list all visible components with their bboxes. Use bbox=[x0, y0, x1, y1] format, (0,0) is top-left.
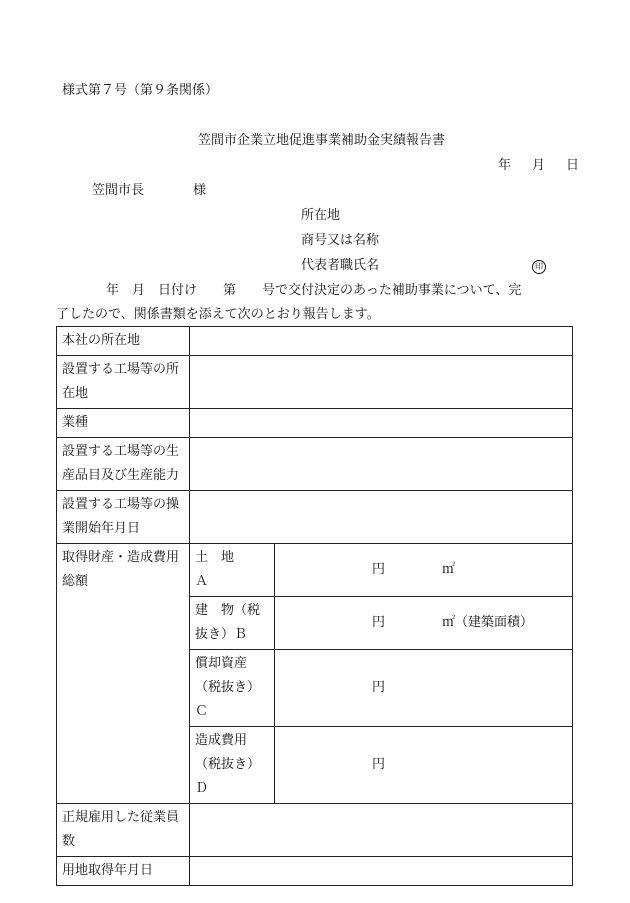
table-row bbox=[57, 491, 573, 544]
area-unit: ㎡ bbox=[442, 562, 456, 577]
head-office-value bbox=[190, 327, 573, 356]
date-line: 年 月 日 bbox=[498, 158, 584, 173]
applicant-address-label: 所在地 bbox=[301, 208, 341, 223]
yen-unit: 円 bbox=[372, 615, 386, 630]
body-text-line-2: 了したので、関係書類を添えて次のとおり報告します。 bbox=[56, 307, 380, 322]
cost-amount-depreciable-assets bbox=[275, 650, 573, 727]
table-row bbox=[57, 356, 573, 409]
table-row bbox=[57, 544, 573, 597]
employees-value bbox=[190, 804, 573, 857]
land-date-value bbox=[190, 857, 573, 886]
report-table bbox=[56, 326, 573, 886]
row-label-land-date: 用地取得年月日 bbox=[57, 857, 190, 886]
start-date-value bbox=[190, 491, 573, 544]
addressee-suffix: 様 bbox=[193, 183, 207, 198]
cost-label-construction: 造成費用（税抜き）Ｄ bbox=[190, 727, 275, 804]
applicant-name-label: 商号又は名称 bbox=[301, 233, 380, 248]
row-label-head-office: 本社の所在地 bbox=[57, 327, 190, 356]
yen-unit: 円 bbox=[372, 562, 386, 577]
products-value bbox=[190, 438, 573, 491]
row-label-factory-location: 設置する工場等の所在地 bbox=[57, 356, 190, 409]
document-title: 笠間市企業立地促進事業補助金実績報告書 bbox=[198, 133, 446, 148]
cost-amount-construction bbox=[275, 727, 573, 804]
cost-label-building: 建 物（税抜き）Ｂ bbox=[190, 597, 275, 650]
area-unit: ㎡（建築面積） bbox=[442, 615, 534, 630]
factory-location-value bbox=[190, 356, 573, 409]
industry-value bbox=[190, 409, 573, 438]
row-label-acquisition: 取得財産・造成費用総額 bbox=[57, 544, 190, 804]
body-text-line-1: 年 月 日付け 第 号で交付決定のあった補助事業について、完 bbox=[106, 283, 522, 298]
row-label-products: 設置する工場等の生産品目及び生産能力 bbox=[57, 438, 190, 491]
row-label-start-date: 設置する工場等の操業開始年月日 bbox=[57, 491, 190, 544]
cost-amount-land bbox=[275, 544, 573, 597]
table-row bbox=[57, 409, 573, 438]
table-row bbox=[57, 804, 573, 857]
table-row bbox=[57, 438, 573, 491]
cost-label-depreciable-assets: 償却資産（税抜き）Ｃ bbox=[190, 650, 275, 727]
cost-label-land: 土 地 Ａ bbox=[190, 544, 275, 597]
yen-unit: 円 bbox=[372, 757, 386, 772]
row-label-industry: 業種 bbox=[57, 409, 190, 438]
table-row bbox=[57, 857, 573, 886]
table-row bbox=[57, 327, 573, 356]
cost-amount-building bbox=[275, 597, 573, 650]
addressee: 笠間市長 bbox=[92, 183, 145, 198]
yen-unit: 円 bbox=[372, 680, 386, 695]
seal-mark: 印 bbox=[532, 258, 546, 274]
form-number: 様式第７号（第９条関係） bbox=[62, 83, 219, 98]
applicant-rep-label: 代表者職氏名 bbox=[301, 258, 380, 273]
row-label-employees: 正規雇用した従業員数 bbox=[57, 804, 190, 857]
